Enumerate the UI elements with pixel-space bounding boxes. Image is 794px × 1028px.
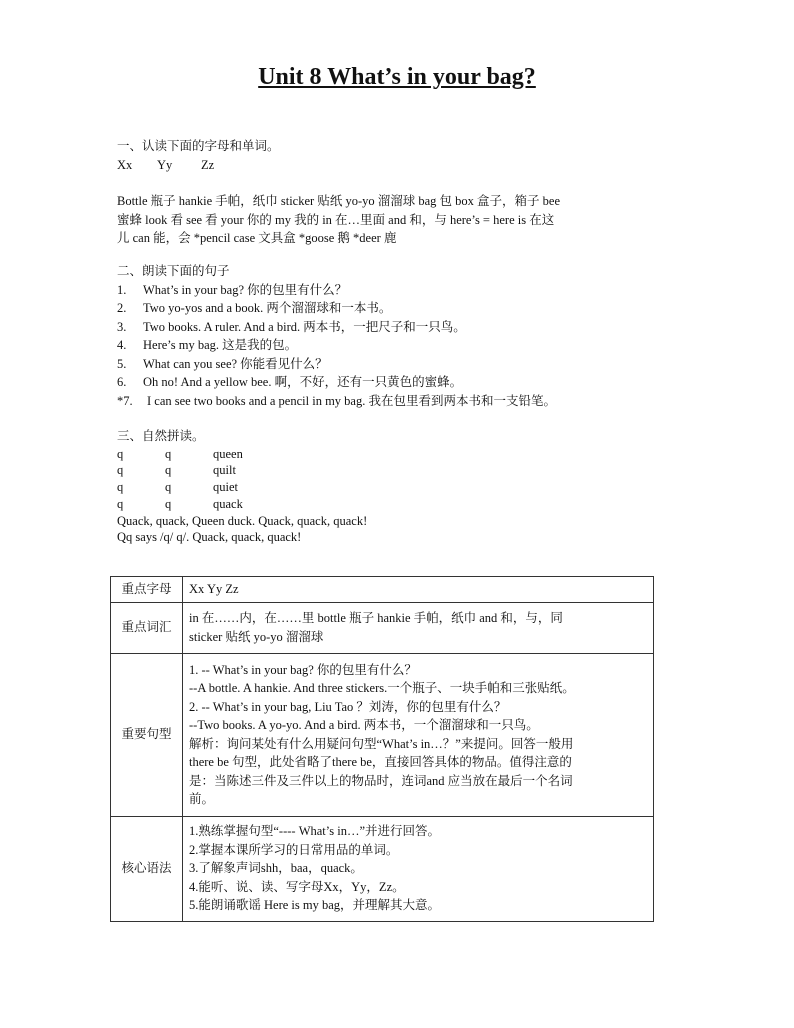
phonics-letter: q bbox=[117, 463, 124, 478]
content-line: 1. -- What’s in your bag? 你的包里有什么？ bbox=[189, 662, 417, 677]
sentence-number: 5. bbox=[117, 356, 127, 371]
sentence-number: 1. bbox=[117, 282, 127, 297]
content-line: 1.熟练掌握句型“---- What’s in…”并进行回答。 bbox=[189, 824, 441, 839]
phonics-word: quack bbox=[213, 496, 243, 511]
row-header: 重点字母 bbox=[111, 577, 183, 603]
section-letters-words bbox=[117, 137, 637, 248]
letters-row bbox=[117, 156, 637, 175]
summary-table bbox=[110, 576, 654, 922]
phonics-letter: q bbox=[165, 463, 172, 478]
phonics-row bbox=[117, 496, 637, 513]
letter: Xx bbox=[117, 157, 133, 172]
row-header: 重点词汇 bbox=[111, 602, 183, 653]
sentence-number: 3. bbox=[117, 319, 127, 334]
content-line: 5.能朗诵歌谣 Here is my bag，并理解其大意。 bbox=[189, 898, 441, 913]
content-line: 2. -- What’s in your bag, Liu Tao ？刘涛，你的包里有什么？ bbox=[189, 699, 507, 714]
content-line: 解析：询问某处有什么用疑问句型“What’s in…？”来提问。回答一般用 bbox=[189, 736, 574, 751]
content-line: --Two books. A yo-yo. And a bird. 两本书，一个溜溜球和一只鸟。 bbox=[189, 718, 539, 732]
chant-line: Quack, quack, Queen duck. Quack, quack, quack! bbox=[117, 513, 368, 528]
words-line: 儿 can 能，会 *pencil case 文具盒 *goose 鹅 *deer 鹿 bbox=[117, 231, 397, 245]
letter: Zz bbox=[201, 157, 215, 172]
sentence bbox=[117, 392, 637, 411]
row-header: 重要句型 bbox=[111, 653, 183, 816]
content-line: 2.掌握本课所学习的日常用品的单词。 bbox=[189, 842, 399, 857]
content-line: sticker 贴纸 yo-yo 溜溜球 bbox=[189, 629, 324, 644]
sentence-text: What can you see? 你能看见什么？ bbox=[143, 356, 328, 371]
row-content bbox=[183, 816, 654, 921]
sentence bbox=[117, 336, 637, 355]
content-line: there be 句型，此处省略了there be，直接回答具体的物品。值得注意的 bbox=[189, 755, 572, 769]
sentence-text: Two yo-yos and a book. 两个溜溜球和一本书。 bbox=[143, 301, 392, 315]
phonics-word: queen bbox=[213, 446, 243, 461]
table-row bbox=[111, 602, 654, 653]
sentence-text: I can see two books and a pencil in my bag. 我在包里看到两本书和一支铅笔。 bbox=[147, 393, 556, 408]
content-line: --A bottle. A hankie. And three stickers.一个瓶子、一块手帕和三张贴纸。 bbox=[189, 681, 575, 695]
row-content bbox=[183, 602, 654, 653]
phonics-letter: q bbox=[117, 480, 124, 495]
section-heading: 一、认读下面的字母和单词。 bbox=[117, 139, 280, 153]
section-phonics bbox=[117, 427, 637, 546]
phonics-letter: q bbox=[117, 446, 124, 461]
section-sentences bbox=[117, 262, 637, 410]
letter: Yy bbox=[157, 157, 173, 172]
sentence-number: 2. bbox=[117, 301, 127, 315]
words-line: Bottle 瓶子 hankie 手帕，纸巾 sticker 贴纸 yo-yo 溜溜球 bag 包 box 盒子，箱子 bee bbox=[117, 194, 561, 208]
phonics-letter: q bbox=[165, 480, 172, 495]
row-content bbox=[183, 577, 654, 603]
row-header: 核心语法 bbox=[111, 816, 183, 921]
table-row bbox=[111, 816, 654, 921]
sentence-number: *7. bbox=[117, 393, 133, 408]
section-heading: 二、朗读下面的句子 bbox=[117, 264, 230, 278]
sentence-text: Here’s my bag. 这是我的包。 bbox=[143, 338, 298, 352]
words-line: 蜜蜂 look 看 see 看 your 你的 my 我的 in 在…里面 and 和，与 here’s = here is 在这 bbox=[117, 212, 555, 227]
sentence bbox=[117, 281, 637, 300]
phonics-row bbox=[117, 479, 637, 496]
phonics-row bbox=[117, 446, 637, 463]
sentence bbox=[117, 373, 637, 392]
sentence bbox=[117, 355, 637, 374]
content-line: 3.了解象声词shh，baa，quack。 bbox=[189, 861, 363, 876]
phonics-word: quilt bbox=[213, 463, 236, 478]
sentence-number: 4. bbox=[117, 338, 127, 352]
content-line: Xx Yy Zz bbox=[189, 582, 239, 596]
chant-line: Qq says /q/ q/. Quack, quack, quack! bbox=[117, 530, 302, 545]
content-line: 前。 bbox=[189, 792, 215, 806]
phonics-letter: q bbox=[165, 496, 172, 511]
phonics-word: quiet bbox=[213, 480, 238, 495]
content-line: 4.能听、说、读、写字母Xx，Yy，Zz。 bbox=[189, 879, 405, 894]
phonics-letter: q bbox=[117, 496, 124, 511]
sentence-number: 6. bbox=[117, 375, 127, 389]
sentence-text: Two books. A ruler. And a bird. 两本书，一把尺子和一只鸟。 bbox=[143, 319, 466, 334]
content-line: in 在……内，在……里 bottle 瓶子 hankie 手帕，纸巾 and 和，与，同 bbox=[189, 611, 563, 625]
section-heading: 三、自然拼读。 bbox=[117, 429, 205, 443]
row-content bbox=[183, 653, 654, 816]
phonics-row bbox=[117, 462, 637, 479]
sentence-text: What’s in your bag? 你的包里有什么？ bbox=[143, 282, 348, 297]
sentence bbox=[117, 318, 637, 337]
sentence-text: Oh no! And a yellow bee. 啊，不好，还有一只黄色的蜜蜂。 bbox=[143, 375, 463, 389]
sentence bbox=[117, 299, 637, 318]
phonics-letter: q bbox=[165, 446, 172, 461]
content-line: 是：当陈述三件及三件以上的物品时，连词and 应当放在最后一个名词 bbox=[189, 773, 573, 788]
page-title: Unit 8 What’s in your bag? bbox=[258, 64, 536, 90]
table-row bbox=[111, 653, 654, 816]
table-row bbox=[111, 577, 654, 603]
